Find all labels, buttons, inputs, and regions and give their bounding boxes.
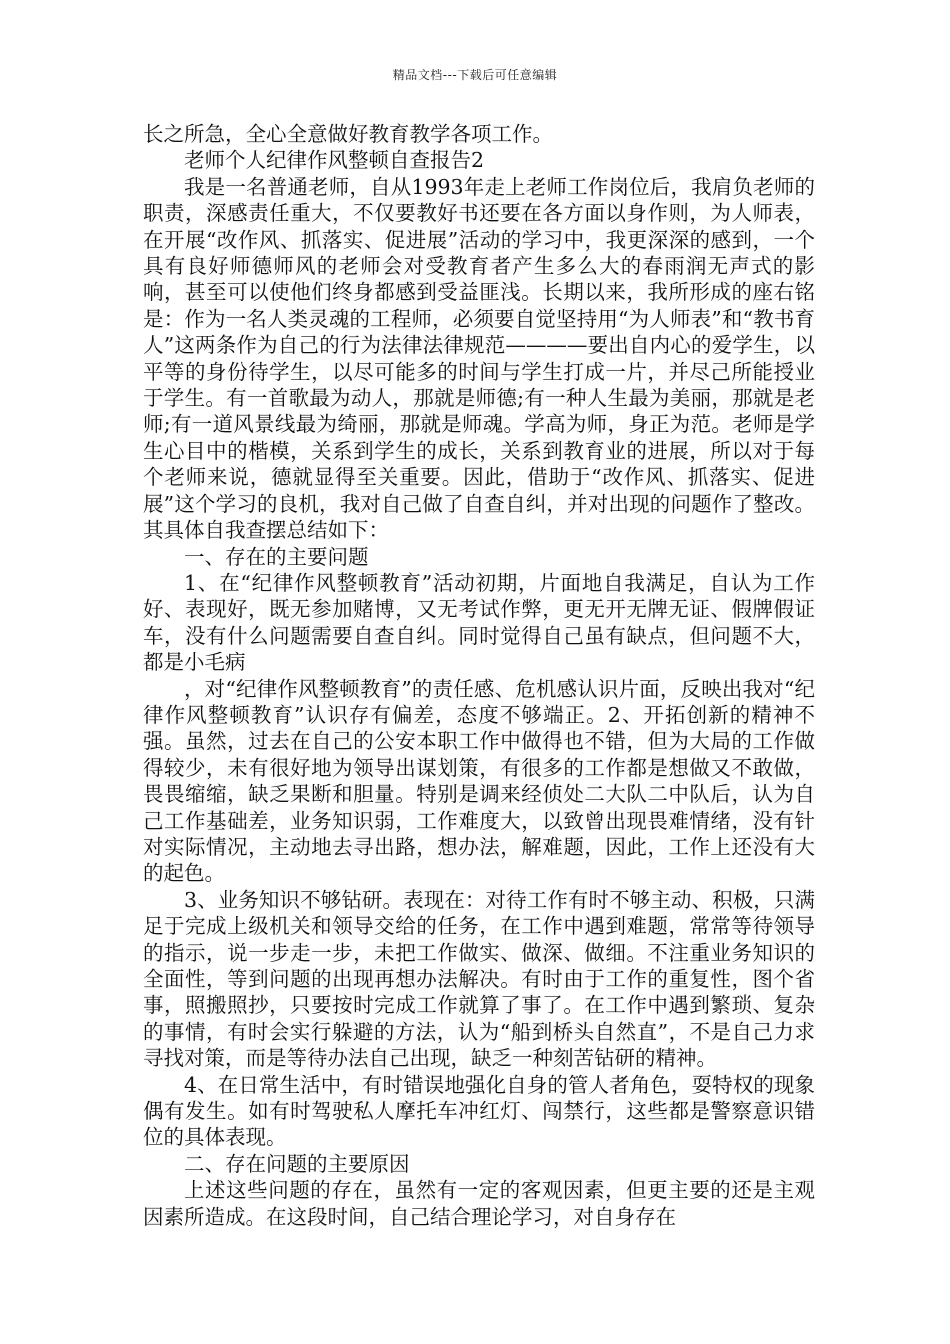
report-title: 老师个人纪律作风整顿自查报告2 — [184, 148, 485, 173]
paragraph-problem-3: 3、业务知识不够钻研。表现在：对待工作有时不够主动、积极，只满足于完成上级机关和领导交给的任务，在工作中遇到难题，常常等待领导的指示，说一步走一步，未把工作做实、做深、做细。不注重业务知识的全面性，等到问题的出现再想办法解决。有时由于工作的重复性，图个省事，照搬照抄，只要按时完成工作就算了事了。在工作中遇到繁琐、复杂的事情，有时会实行躲避的方法，认为“船到桥头自然直”，不是自己力求寻找对策，而是等待办法自己出现，缺乏一种刻苦钻研的精神。 — [143, 887, 815, 1071]
document-body — [143, 121, 815, 1230]
paragraph-causes: 上述这些问题的存在，虽然有一定的客观因素，但更主要的还是主观因素所造成。在这段时间，自己结合理论学习，对自身存在 — [143, 1178, 815, 1229]
section-heading-main-causes: 二、存在问题的主要原因 — [184, 1151, 410, 1176]
paragraph-problem-1: 1、在“纪律作风整顿教育”活动初期，片面地自我满足，自认为工作好、表现好，既无参加赌博，又无考试作弊，更无开无牌无证、假牌假证车，没有什么问题需要自查自纠。同时觉得自己虽有缺点，但问题不大，都是小毛病 — [143, 570, 815, 675]
paragraph-problem-2: ，对“纪律作风整顿教育”的责任感、危机感认识片面，反映出我对“纪律作风整顿教育”认识存有偏差，态度不够端正。2、开拓创新的精神不强。虽然，过去在自己的公安本职工作中做得也不错，但为大局的工作做得较少，未有很好地为领导出谋划策，有很多的工作都是想做又不敢做，畏畏缩缩，缺乏果断和胆量。特别是调来经侦处二大队二中队后，认为自己工作基础差，业务知识弱，工作难度大，以致曾出现畏难情绪，没有针对实际情况，主动地去寻出路，想办法，解难题，因此，工作上还没有大的起色。 — [143, 676, 815, 886]
paragraph-problem-4: 4、在日常生活中，有时错误地强化自身的管人者角色，耍特权的现象偶有发生。如有时驾驶私人摩托车冲红灯、闯禁行，这些都是警察意识错位的具体表现。 — [143, 1072, 815, 1150]
section-heading-main-problems: 一、存在的主要问题 — [184, 544, 369, 569]
paragraph-continuation: 长之所急，全心全意做好教育教学各项工作。 — [143, 122, 553, 146]
paragraph-intro: 我是一名普通老师，自从1993年走上老师工作岗位后，我肩负老师的职责，深感责任重大，不仅要教好书还要在各方面以身作则，为人师表，在开展“改作风、抓落实、促进展”活动的学习中，我更深深的感到，一个具有良好师德师风的老师会对受教育者产生多么大的春雨润无声式的影响，甚至可以使他们终身都感到受益匪浅。长期以来，我所形成的座右铭是：作为一名人类灵魂的工程师，必须要自觉坚持用“为人师表”和“教书育人”这两条作为自己的行为法律法律规范————要出自内心的爱学生，以平等的身份待学生，以尽可能多的时间与学生打成一片，并尽己所能授业于学生。有一首歌最为动人，那就是师德;有一种人生最为美丽，那就是老师;有一道风景线最为绮丽，那就是师魂。学高为师，身正为范。老师是学生心目中的楷模，关系到学生的成长，关系到教育业的进展，所以对于每个老师来说，德就显得至关重要。因此，借助于“改作风、抓落实、促进展”这个学习的良机，我对自己做了自查自纠，并对出现的问题作了整改。其具体自我查摆总结如下： — [143, 174, 815, 543]
page-header: 精品文档---下载后可任意编辑 — [392, 68, 558, 82]
